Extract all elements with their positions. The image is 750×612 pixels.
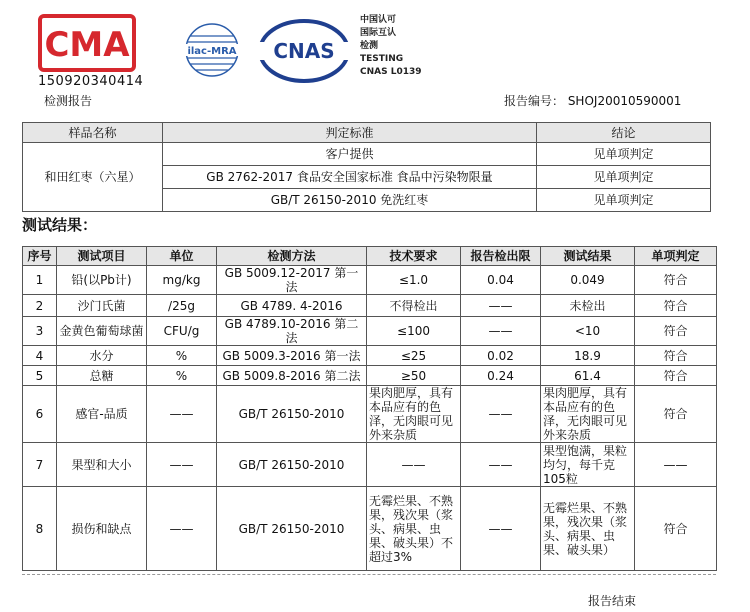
item-cell: 水分 [57,346,147,366]
header-cell: 结论 [537,123,711,143]
standard-cell: 客户提供 [163,143,537,166]
unit-cell: /25g [147,295,217,317]
limit-cell: —— [461,295,541,317]
table-row [23,487,717,571]
item-cell: 损伤和缺点 [57,487,147,571]
unit-cell: % [147,346,217,366]
result-cell: 61.4 [541,366,635,386]
no-cell: 2 [23,295,57,317]
svg-text:CNAS: CNAS [273,39,335,63]
limit-cell: —— [461,386,541,443]
unit-cell: % [147,366,217,386]
requirement-text: 无霉烂果、不熟果，残次果（浆头、病果、虫果、破头果）不超过3% [369,493,454,564]
result-text: 果型饱满，果粒均匀，每千克105粒 [543,443,628,486]
header-cell: 序号 [23,247,57,266]
unit-cell: —— [147,443,217,487]
unit-cell: mg/kg [147,266,217,295]
item-cell: 铅(以Pb计) [57,266,147,295]
limit-cell: 0.02 [461,346,541,366]
table-header-row [23,247,717,266]
judgement-cell: 符合 [635,266,717,295]
method-cell: GB 5009.3-2016 第一法 [217,346,367,366]
svg-text:ilac-MRA: ilac-MRA [187,46,237,57]
table-row [23,346,717,366]
table-row [23,366,717,386]
cnas-accreditation-text: 中国认可 国际互认 检测 TESTING CNAS L0139 [360,15,422,77]
method-cell: GB 5009.8-2016 第二法 [217,366,367,386]
judgement-cell: 符合 [635,487,717,571]
judgement-cell: 符合 [635,366,717,386]
unit-cell: CFU/g [147,317,217,346]
requirement-text: 果肉肥厚，具有本品应有的色泽，无肉眼可见外来杂质 [369,386,454,442]
requirement-cell: ≤1.0 [367,266,461,295]
result-cell [541,487,635,571]
result-cell: 未检出 [541,295,635,317]
item-cell: 果型和大小 [57,443,147,487]
result-cell [541,443,635,487]
report-end-text: 报告结束 [588,594,637,608]
table-row [23,295,717,317]
unit-cell: —— [147,487,217,571]
header-cell: 单位 [147,247,217,266]
limit-cell: 0.04 [461,266,541,295]
table-row [23,386,717,443]
result-text: 果肉肥厚，具有本品应有的色泽，无肉眼可见外来杂质 [543,386,628,442]
standard-cell: GB/T 26150-2010 免洗红枣 [163,189,537,212]
result-cell: 18.9 [541,346,635,366]
unit-cell: —— [147,386,217,443]
requirement-cell [367,487,461,571]
header-cell: 测试项目 [57,247,147,266]
header-cell: 判定标准 [163,123,537,143]
results-title: 测试结果： [22,216,98,234]
limit-cell: 0.24 [461,366,541,386]
no-cell: 8 [23,487,57,571]
no-cell: 6 [23,386,57,443]
no-cell: 5 [23,366,57,386]
conclusion-cell: 见单项判定 [537,166,711,189]
svg-text:CMA: CMA [44,25,130,65]
results-body [23,266,717,571]
header-cell: 单项判定 [635,247,717,266]
standard-cell: GB 2762-2017 食品安全国家标准 食品中污染物限量 [163,166,537,189]
requirement-cell: ≥50 [367,366,461,386]
method-cell: GB 4789. 4-2016 [217,295,367,317]
results-table [22,246,717,571]
no-cell: 3 [23,317,57,346]
item-cell: 感官-品质 [57,386,147,443]
requirement-cell: 不得检出 [367,295,461,317]
divider [22,574,716,575]
judgement-cell: 符合 [635,386,717,443]
header-cell: 报告检出限 [461,247,541,266]
header-cell: 样品名称 [23,123,163,143]
header-cell: 检测方法 [217,247,367,266]
result-cell: <10 [541,317,635,346]
judgement-cell: —— [635,443,717,487]
method-cell: GB 5009.12-2017 第一法 [217,266,367,295]
table-header-row [23,123,711,143]
ilac-mra-logo [176,22,248,80]
report-number: 报告编号： SHOJ20010590001 [504,94,682,108]
header-cell: 测试结果 [541,247,635,266]
sample-standard-table [22,122,711,212]
result-cell: 0.049 [541,266,635,295]
cma-logo [38,14,136,72]
table-row [23,266,717,295]
table-row [23,143,711,166]
requirement-cell: —— [367,443,461,487]
judgement-cell: 符合 [635,346,717,366]
method-cell: GB 4789.10-2016 第二法 [217,317,367,346]
no-cell: 7 [23,443,57,487]
conclusion-cell: 见单项判定 [537,143,711,166]
item-cell: 沙门氏菌 [57,295,147,317]
conclusion-cell: 见单项判定 [537,189,711,212]
report-label: 检测报告 [44,94,93,108]
judgement-cell: 符合 [635,317,717,346]
limit-cell: —— [461,487,541,571]
requirement-cell: ≤25 [367,346,461,366]
method-cell: GB/T 26150-2010 [217,386,367,443]
limit-cell: —— [461,317,541,346]
registration-number: 150920340414 [38,74,144,89]
judgement-cell: 符合 [635,295,717,317]
no-cell: 1 [23,266,57,295]
item-cell: 总糖 [57,366,147,386]
no-cell: 4 [23,346,57,366]
requirement-cell: ≤100 [367,317,461,346]
result-text: 无霉烂果、不熟果，残次果（浆头、病果、虫果、破头果） [543,500,628,557]
header-cell: 技术要求 [367,247,461,266]
method-cell: GB/T 26150-2010 [217,443,367,487]
sample-name: 和田红枣（六星） [23,143,163,212]
table-row [23,317,717,346]
cnas-logo [256,18,352,84]
limit-cell: —— [461,443,541,487]
method-cell: GB/T 26150-2010 [217,487,367,571]
item-cell: 金黄色葡萄球菌 [57,317,147,346]
table-row [23,443,717,487]
requirement-cell [367,386,461,443]
result-cell [541,386,635,443]
